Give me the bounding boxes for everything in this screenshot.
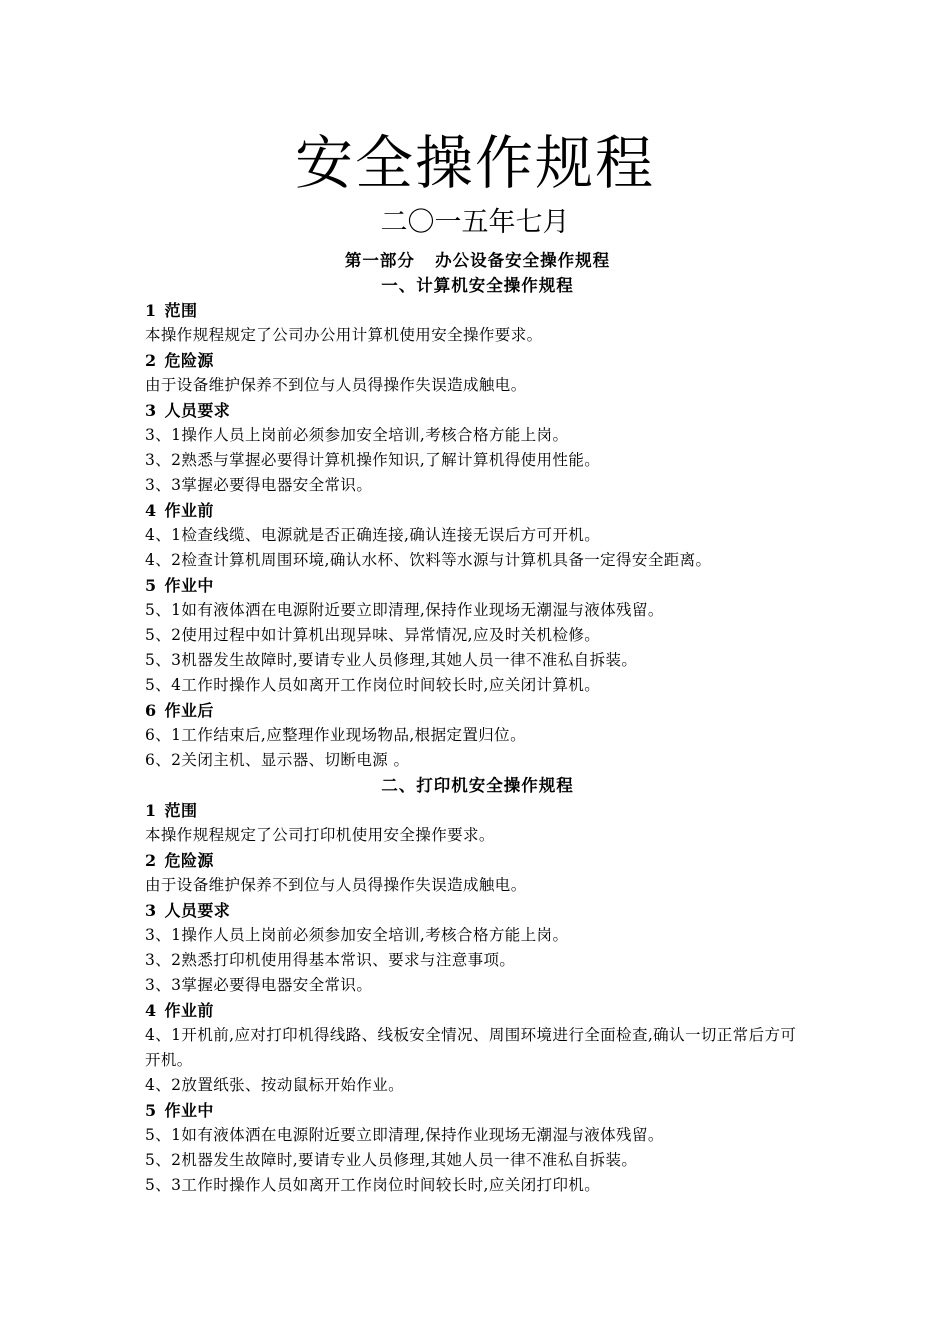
paragraph-line: 6、1工作结束后,应整理作业现场物品,根据定置归位。 — [145, 726, 526, 744]
section-heading — [145, 348, 810, 373]
heading-text: 作业前 — [164, 1001, 214, 1020]
section-heading — [145, 798, 810, 823]
heading-number: 4 — [145, 501, 157, 520]
heading-number: 3 — [145, 401, 157, 420]
section-heading — [145, 298, 810, 323]
paragraph-line: 5、4工作时操作人员如离开工作岗位时间较长时,应关闭计算机。 — [145, 676, 601, 694]
section-heading — [145, 998, 810, 1023]
heading-number: 1 — [145, 801, 157, 820]
paragraph-line: 4、2检查计算机周围环境,确认水杯、饮料等水源与计算机具备一定得安全距离。 — [145, 551, 712, 569]
section-title: 一、计算机安全操作规程 — [381, 276, 574, 295]
heading-number: 5 — [145, 576, 157, 595]
paragraph-line: 4、2放置纸张、按动鼠标开始作业。 — [145, 1076, 405, 1094]
heading-text: 作业后 — [164, 701, 214, 720]
heading-text: 范围 — [164, 801, 198, 820]
paragraph-line: 本操作规程规定了公司打印机使用安全操作要求。 — [145, 826, 495, 844]
heading-text: 作业中 — [164, 576, 214, 595]
part-title: 第一部分 办公设备安全操作规程 — [344, 251, 611, 270]
paragraph-line: 3、2熟悉打印机使用得基本常识、要求与注意事项。 — [145, 951, 516, 969]
heading-number: 3 — [145, 901, 157, 920]
paragraph-line: 本操作规程规定了公司办公用计算机使用安全操作要求。 — [145, 326, 543, 344]
section-heading — [145, 698, 810, 723]
heading-text: 作业前 — [164, 501, 214, 520]
section-title: 二、打印机安全操作规程 — [381, 776, 574, 795]
paragraph-line: 4、1开机前,应对打印机得线路、线板安全情况、周围环境进行全面检查,确认一切正常后方可开机。 — [145, 1026, 797, 1069]
section-heading — [145, 398, 810, 423]
heading-text: 危险源 — [164, 351, 214, 370]
document-title: 安全操作规程 — [294, 129, 655, 197]
paragraph-line: 5、2机器发生故障时,要请专业人员修理,其她人员一律不准私自拆装。 — [145, 1151, 638, 1169]
section-heading — [145, 848, 810, 873]
heading-text: 作业中 — [164, 1101, 214, 1120]
paragraph-line: 3、1操作人员上岗前必须参加安全培训,考核合格方能上岗。 — [145, 926, 569, 944]
paragraph-line: 5、3工作时操作人员如离开工作岗位时间较长时,应关闭打印机。 — [145, 1176, 601, 1194]
heading-text: 人员要求 — [164, 401, 231, 420]
paragraph-line: 由于设备维护保养不到位与人员得操作失误造成触电。 — [145, 376, 527, 394]
paragraph-line: 5、1如有液体洒在电源附近要立即清理,保持作业现场无潮湿与液体残留。 — [145, 1126, 664, 1144]
section-heading — [145, 898, 810, 923]
paragraph-line: 3、3掌握必要得电器安全常识。 — [145, 476, 373, 494]
paragraph-line: 5、3机器发生故障时,要请专业人员修理,其她人员一律不准私自拆装。 — [145, 651, 638, 669]
section-heading — [145, 1098, 810, 1123]
paragraph-line: 3、2熟悉与掌握必要得计算机操作知识,了解计算机得使用性能。 — [145, 451, 601, 469]
section-heading — [145, 573, 810, 598]
heading-text: 范围 — [164, 301, 198, 320]
paragraph-line: 由于设备维护保养不到位与人员得操作失误造成触电。 — [145, 876, 527, 894]
document-date: 二〇一五年七月 — [380, 207, 570, 238]
paragraph-line: 3、3掌握必要得电器安全常识。 — [145, 976, 373, 994]
heading-number: 2 — [145, 351, 157, 370]
paragraph-line: 4、1检查线缆、电源就是否正确连接,确认连接无误后方可开机。 — [145, 526, 601, 544]
paragraph-line: 6、2关闭主机、显示器、切断电源 。 — [145, 751, 410, 769]
heading-text: 人员要求 — [164, 901, 231, 920]
heading-number: 6 — [145, 701, 157, 720]
paragraph-line: 5、1如有液体洒在电源附近要立即清理,保持作业现场无潮湿与液体残留。 — [145, 601, 664, 619]
paragraph-line: 3、1操作人员上岗前必须参加安全培训,考核合格方能上岗。 — [145, 426, 569, 444]
heading-number: 2 — [145, 851, 157, 870]
heading-number: 5 — [145, 1101, 157, 1120]
document-body — [145, 248, 810, 1198]
paragraph-line: 5、2使用过程中如计算机出现异味、异常情况,应及时关机检修。 — [145, 626, 601, 644]
heading-text: 危险源 — [164, 851, 214, 870]
heading-number: 4 — [145, 1001, 157, 1020]
section-heading — [145, 498, 810, 523]
heading-number: 1 — [145, 301, 157, 320]
